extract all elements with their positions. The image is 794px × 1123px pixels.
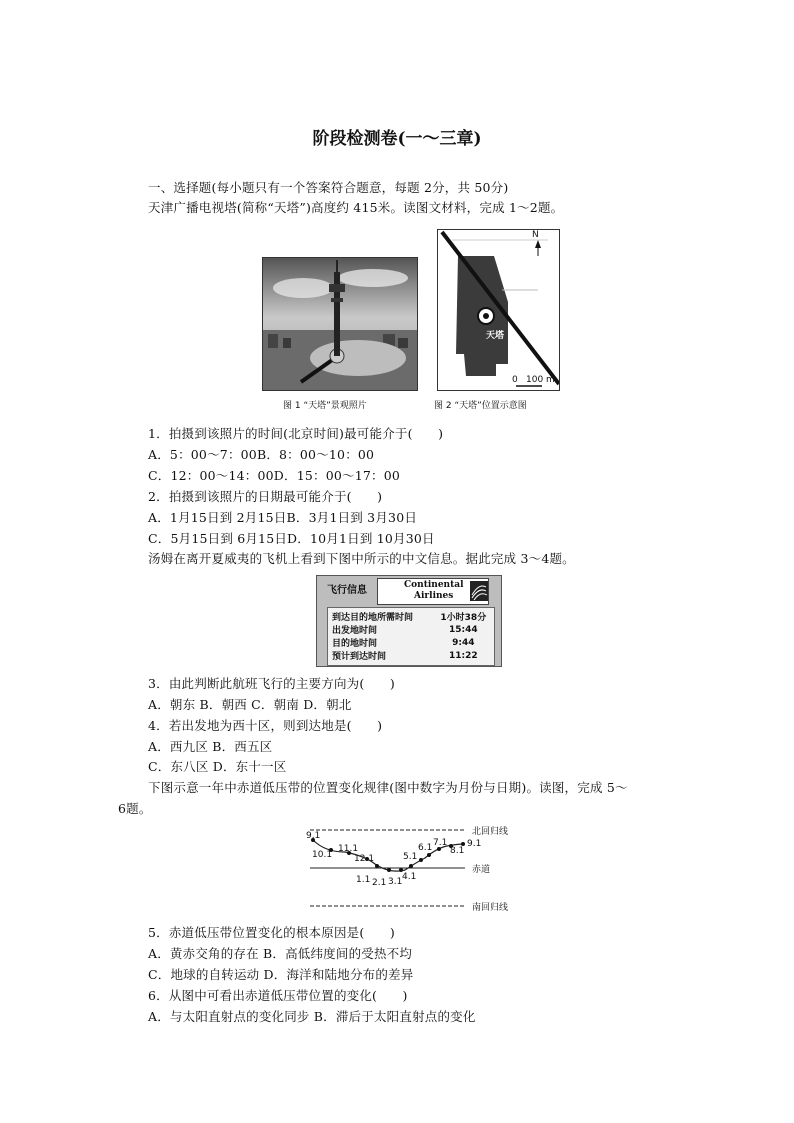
q5-options-ab: A．黄赤交角的存在 B．高低纬度间的受热不均 — [148, 946, 413, 961]
section-header: 一、选择题(每小题只有一个答案符合题意，每题 2分，共 50分) — [148, 180, 509, 195]
q4-stem: 4．若出发地为西十区，则到达地是( ) — [148, 718, 383, 733]
q5-stem: 5．赤道低压带位置变化的根本原因是( ) — [148, 925, 395, 940]
q3-stem: 3．由此判断此航班飞行的主要方向为( ) — [148, 676, 395, 691]
page-title: 阶段检测卷(一～三章) — [312, 129, 482, 149]
north-label: N — [532, 230, 539, 240]
fig2-caption: 图 2 “天塔”位置示意图 — [434, 401, 527, 411]
point-label: 9.1 — [306, 831, 321, 841]
point-label: 10.1 — [312, 850, 333, 860]
row-label: 出发地时间 — [332, 626, 378, 636]
tropic-north-label: 北回归线 — [472, 827, 509, 837]
point-label: 6.1 — [418, 843, 433, 853]
tower-label: 天塔 — [486, 331, 505, 341]
intro-3-line1: 下图示意一年中赤道低压带的位置变化规律(图中数字为月份与日期)。读图，完成 5～ — [148, 780, 628, 795]
q4-options-cd: C．东八区 D．东十一区 — [148, 759, 287, 774]
row-value: 11:22 — [448, 650, 478, 661]
intro-2: 汤姆在离开夏威夷的飞机上看到下图中所示的中文信息。据此完成 3～4题。 — [148, 551, 575, 566]
q6-stem: 6．从图中可看出赤道低压带位置的变化( ) — [148, 988, 408, 1003]
q1-options-cd: C．12：00～14：00D．15：00～17：00 — [148, 468, 401, 483]
point-label: 9.1 — [467, 839, 482, 849]
q2-options-cd: C．5月15日到 6月15日D．10月1日到 10月30日 — [148, 531, 435, 546]
airline-globe-icon — [470, 581, 488, 601]
flight-info-table — [327, 607, 495, 666]
intro-3-line2: 6题。 — [118, 801, 152, 816]
scale-label: 100 m — [526, 375, 555, 385]
airline-name-line1: Continental — [404, 580, 464, 590]
point-label: 4.1 — [402, 872, 417, 882]
q5-options-cd: C．地球的自转运动 D．海洋和陆地分布的差异 — [148, 967, 414, 982]
q1-stem: 1．拍摄到该照片的时间(北京时间)最可能介于( ) — [148, 426, 444, 441]
scale-zero: 0 — [512, 375, 518, 385]
table-row — [328, 610, 494, 623]
intro-1: 天津广播电视塔(简称“天塔”)高度约 415米。读图文材料，完成 1～2题。 — [148, 200, 564, 215]
point-label: 7.1 — [433, 838, 448, 848]
q1-options-ab: A．5：00～7：00B．8：00～10：00 — [148, 447, 375, 462]
airline-name-line2: Airlines — [414, 591, 454, 601]
row-value: 1小时38分 — [440, 613, 487, 623]
tower-location-map — [437, 229, 560, 391]
row-label: 目的地时间 — [332, 639, 378, 649]
point-label: 3.1 — [388, 877, 403, 887]
point-label: 2.1 — [372, 878, 387, 888]
tower-photo — [262, 257, 418, 391]
point-label: 1.1 — [356, 875, 371, 885]
equator-label: 赤道 — [472, 865, 491, 875]
table-row — [328, 649, 494, 662]
row-value: 15:44 — [448, 624, 478, 635]
point-label: 5.1 — [403, 852, 418, 862]
table-row — [328, 623, 494, 636]
equatorial-low-diagram — [305, 822, 525, 914]
point-label: 12.1 — [354, 854, 375, 864]
fig1-caption: 图 1 “天塔”景观照片 — [283, 401, 367, 411]
tropic-south-label: 南回归线 — [472, 903, 509, 913]
row-label: 到达目的地所需时间 — [332, 613, 414, 623]
q3-options: A．朝东 B．朝西 C．朝南 D．朝北 — [148, 697, 352, 712]
q2-stem: 2．拍摄到该照片的日期最可能介于( ) — [148, 489, 383, 504]
q6-options-ab: A．与太阳直射点的变化同步 B．滞后于太阳直射点的变化 — [148, 1009, 476, 1024]
row-value: 9:44 — [452, 637, 475, 648]
flight-info-panel — [316, 575, 502, 667]
point-label: 8.1 — [450, 846, 465, 856]
row-label: 预计到达时间 — [332, 652, 387, 662]
flight-info-label: 飞行信息 — [327, 585, 367, 596]
table-row — [328, 636, 494, 649]
q2-options-ab: A．1月15日到 2月15日B．3月1日到 3月30日 — [148, 510, 418, 525]
point-label: 11.1 — [338, 844, 359, 854]
airline-box — [377, 578, 489, 605]
q4-options-ab: A．西九区 B．西五区 — [148, 739, 273, 754]
